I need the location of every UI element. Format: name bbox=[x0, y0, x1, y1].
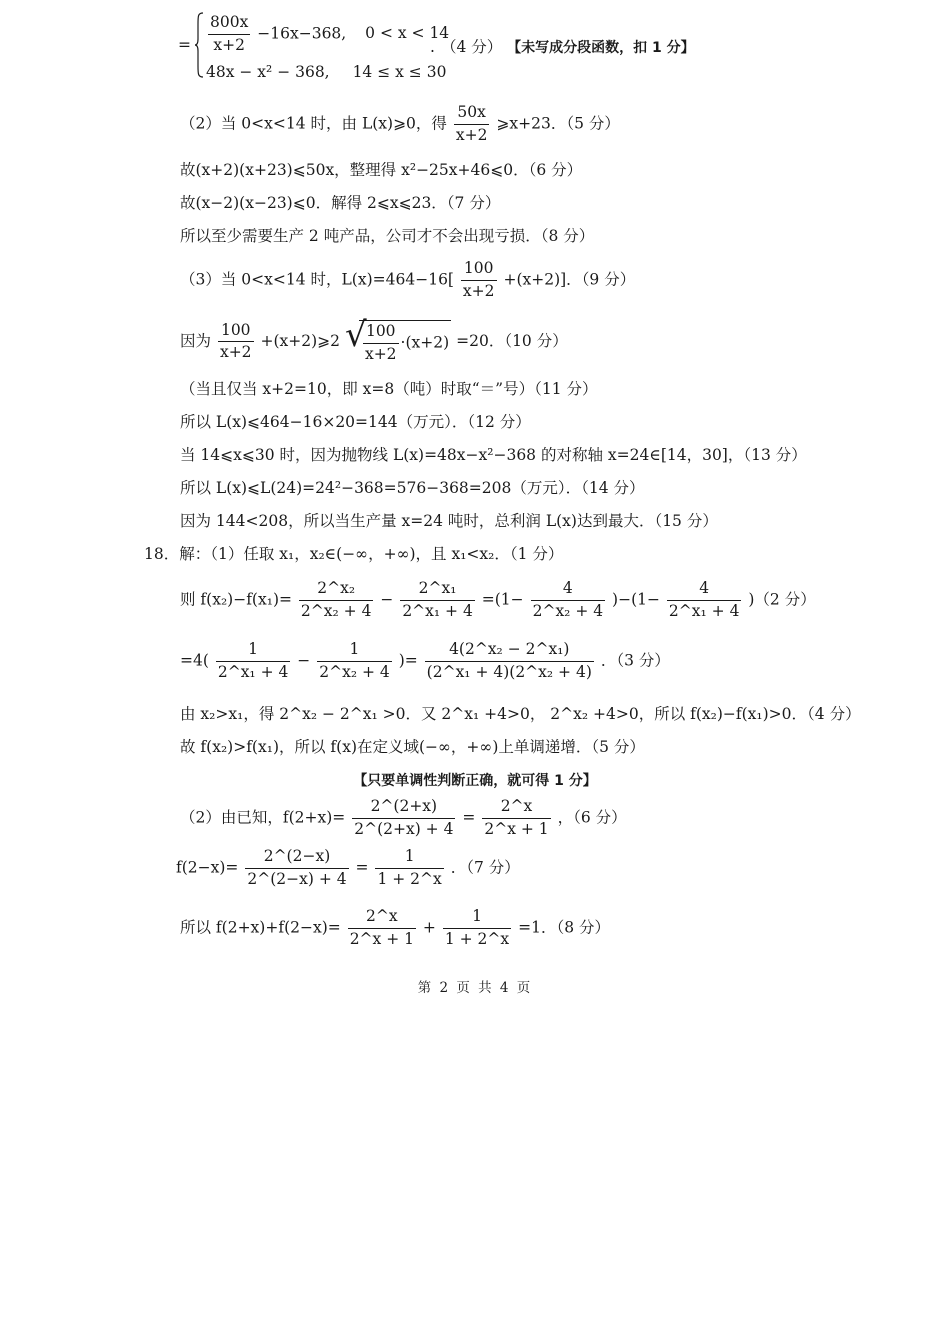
p3-line2: 因为 $\frac{100}{x+2}$ +(x+2)⩾2 √ $\frac{100}{x+2}$ ·(x+2) =20．（10 分） bbox=[180, 315, 568, 363]
p3-line1: （3）当 0<x<14 时，L(x)=464−16[ $\frac{100}{x+2}$ +(x+2)]．（9 分） bbox=[180, 259, 636, 300]
piecewise-eq: = bbox=[178, 36, 191, 54]
p2-line2: 故(x+2)(x+23)⩽50x，整理得 x²−25x+46⩽0．（6 分） bbox=[180, 161, 583, 179]
q18-line4: 由 x₂>x₁，得 2^x₂ − 2^x₁ >0．又 2^x₁ +4>0， 2^x₂ +4>0，所以 f(x₂)−f(x₁)>0．（4 分） bbox=[180, 705, 861, 723]
page-footer: 第 2 页 共 4 页 bbox=[417, 980, 533, 996]
piecewise-tail: . （4 分） 【未写成分段函数，扣 1 分】 bbox=[430, 38, 695, 56]
p3-line5: 当 14⩽x⩽30 时，因为抛物线 L(x)=48x−x²−368 的对称轴 x=24∈[14，30]，（13 分） bbox=[180, 446, 807, 464]
q18-line1: 18．解：（1）任取 x₁，x₂∈(−∞，+∞)，且 x₁<x₂．（1 分） bbox=[144, 545, 564, 563]
q18-line2: 则 f(x₂)−f(x₁)= $\frac{\text{2\textasciicircum{}x₂}}{\text{2\textasciicircum{}x₂ + 4}}$ − $\frac{\text{2\textasciicircum{}x₁}}{\text{2\textasciicircum{}x₁ + 4}}$ =(1− $\frac{4}{\text{2\textasciicircum{}x₂ + 4}}$ )−(1− $\frac{4}{\text{2\textasciicircum{}x₁ + 4}}$ )（2 分） bbox=[180, 579, 816, 620]
deduction-note: 【未写成分段函数，扣 1 分】 bbox=[507, 40, 695, 56]
q18-line7: f(2−x)= $\frac{2\^{}(2-x)}{2\^{}(2-x) + 4}$ = $\frac{1}{1 + 2\^{}x}$ ．（7 分） bbox=[176, 847, 520, 888]
q18-note: 【只要单调性判断正确，就可得 1 分】 bbox=[353, 773, 597, 789]
q18-line6: （2）由已知，f(2+x)= $\frac{2\^{}(2+x)}{2\^{}(2+x) + 4}$ = $\frac{2\^{}x}{2\^{}x + 1}$ ，（6 分） bbox=[180, 797, 627, 838]
q18-line5: 故 f(x₂)>f(x₁)，所以 f(x)在定义域(−∞，+∞)上单调递增．（5 分） bbox=[180, 738, 645, 756]
sqrt-symbol: √ $\frac{100}{x+2}$ ·(x+2) bbox=[344, 315, 450, 363]
p3-line7: 因为 144<208，所以当生产量 x=24 吨时，总利润 L(x)达到最大．（15 分） bbox=[180, 512, 718, 530]
piecewise-row1: $\frac{800x}{x+2}$ −16x−368, 0 < x < 14 bbox=[210, 13, 450, 54]
p3-line3: （当且仅当 x+2=10，即 x=8（吨）时取“＝”号）（11 分） bbox=[180, 380, 598, 398]
p3-line4: 所以 L(x)⩽464−16×20=144（万元）．（12 分） bbox=[180, 413, 531, 431]
brace-icon bbox=[194, 12, 204, 78]
piecewise-fraction: $\frac{800x}{x+2}$ bbox=[210, 13, 249, 54]
piecewise-row2: 48x − x² − 368, 14 ≤ x ≤ 30 bbox=[206, 63, 447, 81]
p2-line1: （2）当 0<x<14 时，由 L(x)⩾0，得 $\frac{50x}{x+2}$ ⩾x+23．（5 分） bbox=[180, 103, 620, 144]
p2-line4: 所以至少需要生产 2 吨产品，公司才不会出现亏损．（8 分） bbox=[180, 227, 595, 245]
p2-line3: 故(x−2)(x−23)⩽0．解得 2⩽x⩽23．（7 分） bbox=[180, 194, 501, 212]
p3-line6: 所以 L(x)⩽L(24)=24²−368=576−368=208（万元）．（14 分） bbox=[180, 479, 645, 497]
q18-line3: =4( $\frac{1}{\text{2\textasciicircum{}x₁ + 4}}$ − $\frac{1}{\text{2\textasciicircum{}x₂ + 4}}$ )= $\frac{\text{4(2\textasciicircum{}x₂ − 2\textasciicircum{}x₁)}}{\text{(2\textasciicircum{}x₁ + 4)(2\textasciicircum{}x₂ + 4)}}$ ．（3 分） bbox=[180, 640, 670, 681]
q18-line8: 所以 f(2+x)+f(2−x)= $\frac{2\^{}x}{2\^{}x + 1}$ + $\frac{1}{1 + 2\^{}x}$ =1．（8 分） bbox=[180, 907, 610, 948]
